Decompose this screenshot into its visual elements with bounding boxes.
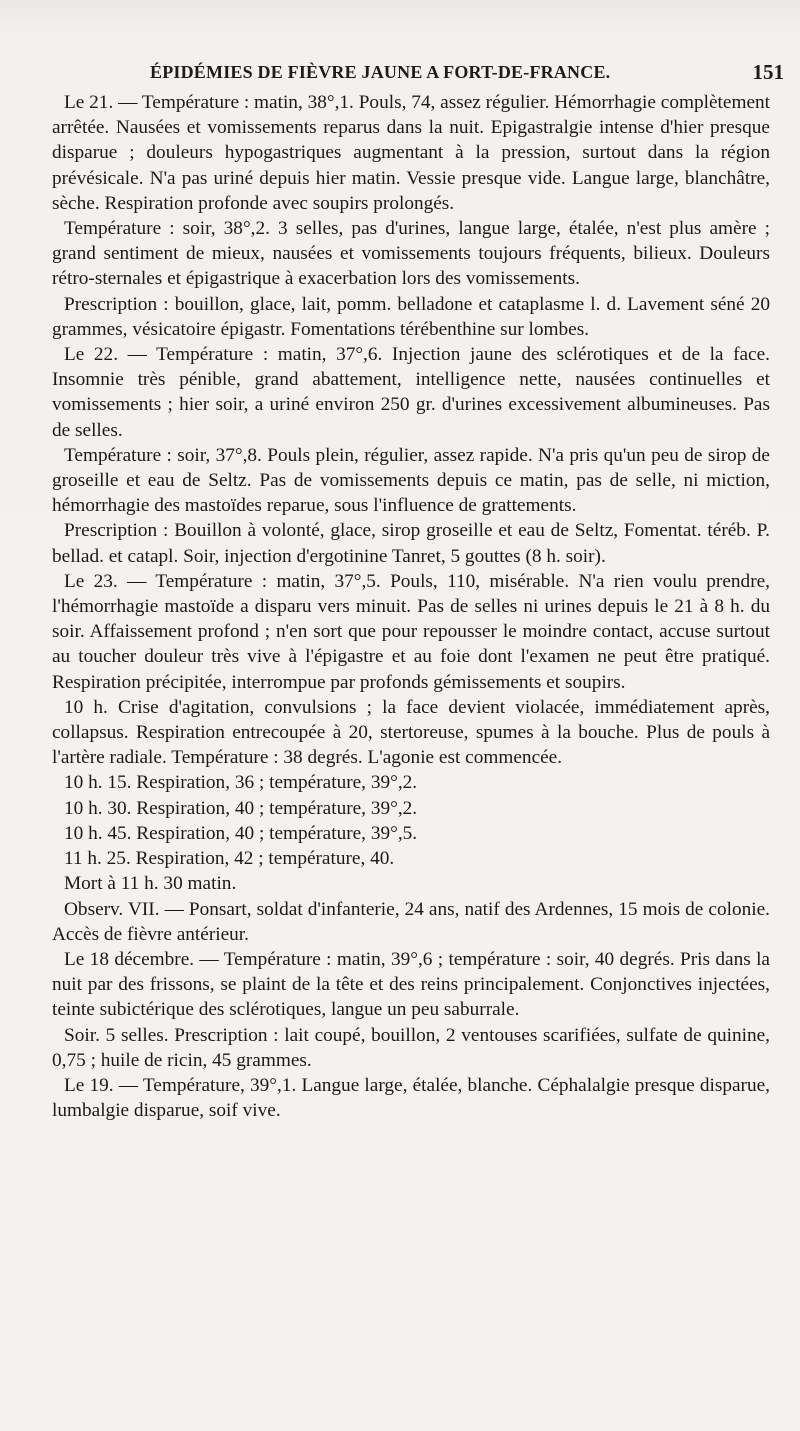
paragraph-le-19: Le 19. — Température, 39°,1. Langue large, étalée, blanche. Céphalalgie presque disparue, lumbalgie disparue, soif vive. — [52, 1074, 770, 1122]
body-text — [52, 90, 770, 1123]
running-title: ÉPIDÉMIES DE FIÈVRE JAUNE A FORT-DE-FRANCE. — [150, 62, 611, 82]
paragraph-time-1045: 10 h. 45. Respiration, 40 ; température, 39°,5. — [64, 822, 418, 844]
running-header — [52, 58, 784, 88]
paragraph-time-1030: 10 h. 30. Respiration, 40 ; température, 39°,2. — [64, 797, 418, 819]
paragraph-le-18-decembre: Le 18 décembre. — Température : matin, 39°,6 ; température : soir, 40 degrés. Pris dans la nuit par des frissons, se plaint de la tête et des reins principalement. Conjonctives injectées, teinte subictérique des sclérotiques, langue un peu saburrale. — [52, 948, 770, 1021]
paragraph-soir-selles: Soir. 5 selles. Prescription : lait coupé, bouillon, 2 ventouses scarifiées, sulfate de quinine, 0,75 ; huile de ricin, 45 grammes. — [52, 1024, 770, 1071]
paragraph-temperature-soir-22: Température : soir, 37°,8. Pouls plein, régulier, assez rapide. N'a pris qu'un peu de sirop de groseille et eau de Seltz. Pas de vomissements depuis ce matin, pas de selle, ni miction, hémorrhagie des mastoïdes reparue, sous l'influence de grattements. — [52, 444, 770, 517]
paragraph-le-23: Le 23. — Température : matin, 37°,5. Pouls, 110, misérable. N'a rien voulu prendre, l'hémorrhagie mastoïde a disparu vers minuit. Pas de selles ni urines depuis le 21 à 8 h. du soir. Affaissement profond ; n'en sort que pour repousser le moindre contact, accuse surtout au toucher douleur très vive à l'épigastre et au foie dont l'examen ne peut être pratiqué. Respiration précipitée, interrompue par profonds gémissements et soupirs. — [52, 570, 770, 693]
paragraph-prescription-21: Prescription : bouillon, glace, lait, pomm. belladone et cataplasme l. d. Lavement séné 20 grammes, vésicatoire épigastr. Fomentations térébenthine sur lombes. — [52, 293, 770, 340]
paragraph-time-1125: 11 h. 25. Respiration, 42 ; température, 40. — [64, 848, 395, 870]
paragraph-time-1015: 10 h. 15. Respiration, 36 ; température, 39°,2. — [64, 772, 418, 794]
paragraph-temperature-soir-21: Température : soir, 38°,2. 3 selles, pas d'urines, langue large, étalée, n'est plus amère ; grand sentiment de mieux, nausées et vomissements toujours fréquents, bilieux. Douleurs rétro-sternales et épigastrique à exacerbation lors des vomissements. — [52, 218, 770, 290]
paragraph-observ-vii: Observ. VII. — Ponsart, soldat d'infanterie, 24 ans, natif des Ardennes, 15 mois de colonie. Accès de fièvre antérieur. — [52, 898, 770, 945]
paragraph-prescription-22: Prescription : Bouillon à volonté, glace, sirop groseille et eau de Seltz, Fomentat. téréb. P. bellad. et catapl. Soir, injection d'ergotinine Tanret, 5 gouttes (8 h. soir). — [52, 520, 770, 567]
paragraph-mort: Mort à 11 h. 30 matin. — [64, 873, 237, 895]
paragraph-le-21: Le 21. — Température : matin, 38°,1. Pouls, 74, assez régulier. Hémorrhagie complètement arrêtée. Nausées et vomissements reparus dans la nuit. Epigastralgie intense d'hier presque disparue ; douleurs hypogastriques augmentant à la pression, surtout dans la région prévésicale. N'a pas uriné depuis hier matin. Vessie presque vide. Langue large, blanchâtre, sèche. Respiration profonde avec soupirs prolongés. — [52, 92, 770, 214]
page-number: 151 — [752, 60, 784, 84]
paragraph-crise-agitation: 10 h. Crise d'agitation, convulsions ; la face devient violacée, immédiatement après, collapsus. Respiration entrecoupée à 20, stertoreuse, spumes à la bouche. Plus de pouls à l'artère radiale. Température : 38 degrés. L'agonie est commencée. — [52, 696, 770, 769]
paragraph-le-22: Le 22. — Température : matin, 37°,6. Injection jaune des sclérotiques et de la face. Insomnie très pénible, grand abattement, intelligence nette, nausées continuelles et vomissements ; hier soir, a uriné environ 250 gr. d'urines excessivement albumineuses. Pas de selles. — [52, 344, 770, 441]
